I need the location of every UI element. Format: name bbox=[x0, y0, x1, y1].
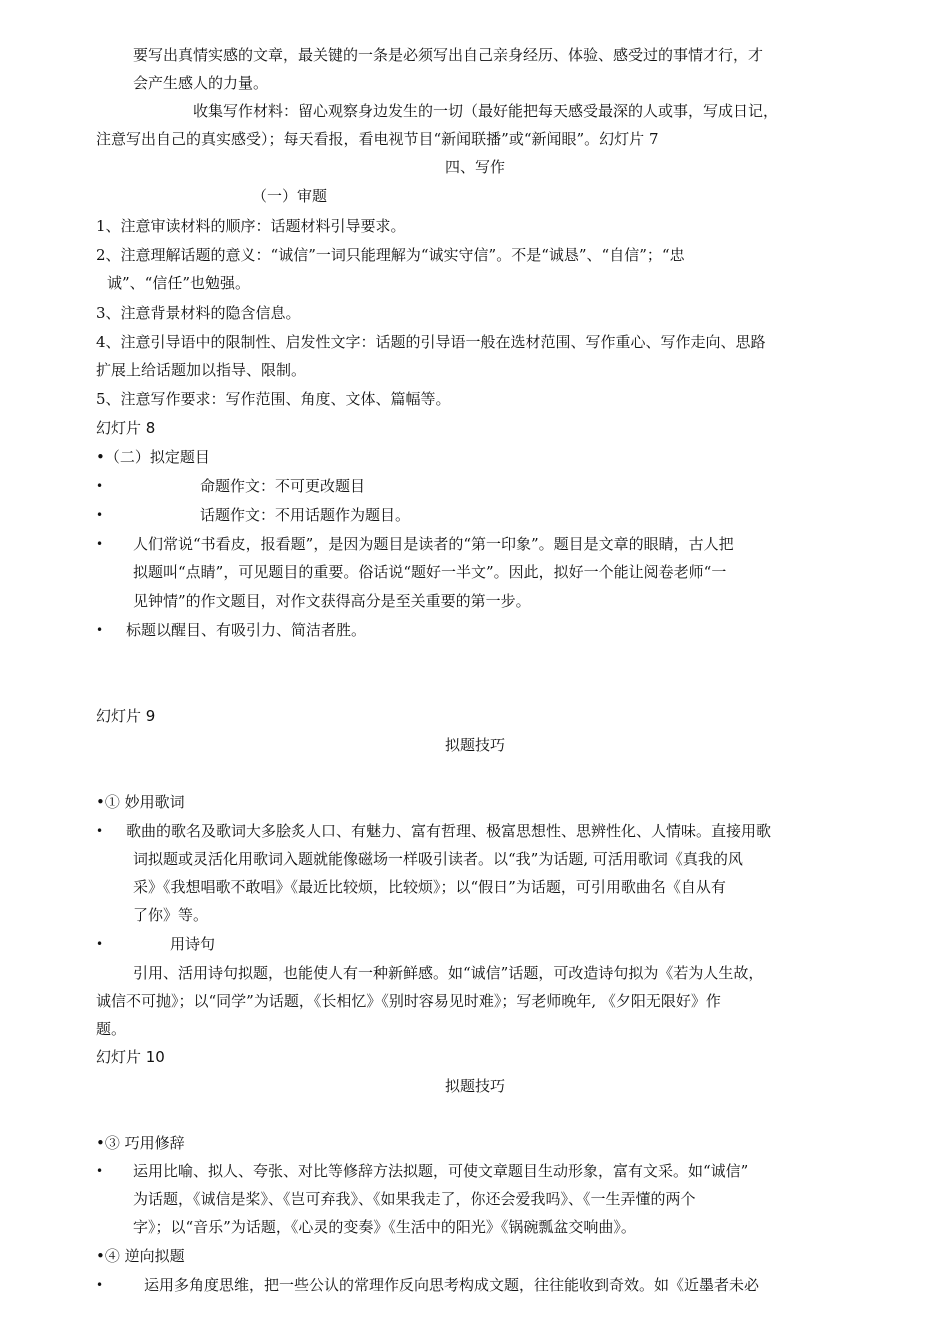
slide-label: 幻灯片 10 bbox=[96, 1048, 165, 1066]
bullet-text-continuation: 了你》等。 bbox=[133, 906, 209, 924]
paragraph-line: 诚信不可抛》；以“同学”为话题，《长相忆》《别时容易见时难》；写老师晚年, 《夕阳无限好》作 bbox=[96, 992, 721, 1010]
bullet-text-continuation: 拟题叫“点睛”，可见题目的重要。俗话说“题好一半文”。因此，拟好一个能让阅卷老师“一 bbox=[133, 563, 727, 581]
bullet-heading: •① 妙用歌词 bbox=[96, 793, 185, 811]
numbered-item: 1、注意审读材料的顺序：话题材料引导要求。 bbox=[96, 217, 406, 235]
numbered-item: 5、注意写作要求：写作范围、角度、文体、篇幅等。 bbox=[96, 390, 451, 408]
bullet-text: 运用比喻、拟人、夸张、对比等修辞方法拟题，可使文章题目生动形象，富有文采。如“诚信” bbox=[133, 1162, 749, 1180]
bullet-icon: • bbox=[96, 479, 104, 493]
paragraph-line: 题。 bbox=[96, 1020, 127, 1038]
bullet-text: 歌曲的歌名及歌词大多脍炙人口、有魅力、富有哲理、极富思想性、思辨性化、人情味。直接用歌 bbox=[126, 822, 772, 840]
bullet-icon: • bbox=[96, 537, 104, 551]
bullet-text-continuation: 词拟题或灵活化用歌词入题就能像磁场一样吸引读者。以“我”为话题, 可活用歌词《真我的风 bbox=[133, 850, 743, 868]
paragraph-line: 引用、活用诗句拟题，也能使人有一种新鲜感。如“诚信”话题，可改造诗句拟为《若为人生故， bbox=[133, 964, 764, 982]
bullet-text-continuation: 为话题，《诚信是桨》、《岂可弃我》、《如果我走了，你还会爱我吗》、《一生弄懂的两个 bbox=[133, 1190, 696, 1208]
bullet-text: 运用多角度思维，把一些公认的常理作反向思考构成文题，往往能收到奇效。如《近墨者未必 bbox=[144, 1276, 760, 1294]
numbered-item-continuation: 扩展上给话题加以指导、限制。 bbox=[96, 361, 307, 379]
paragraph-line: 注意写出自己的真实感受）；每天看报，看电视节目“新闻联播”或“新闻眼”。幻灯片 7 bbox=[96, 130, 659, 148]
bullet-icon: • bbox=[96, 1278, 104, 1292]
bullet-icon: • bbox=[96, 508, 104, 522]
paragraph-line: 要写出真情实感的文章，最关键的一条是必须写出自己亲身经历、体验、感受过的事情才行，才 bbox=[133, 46, 764, 64]
bullet-text: 人们常说“书看皮，报看题”，是因为题目是读者的“第一印象”。题目是文章的眼睛，古人把 bbox=[133, 535, 734, 553]
bullet-text: 话题作文：不用话题作为题目。 bbox=[200, 506, 411, 524]
numbered-item: 3、注意背景材料的隐含信息。 bbox=[96, 304, 301, 322]
bullet-text: 命题作文：不可更改题目 bbox=[200, 477, 366, 495]
paragraph-line: 会产生感人的力量。 bbox=[133, 74, 269, 92]
slide-label: 幻灯片 9 bbox=[96, 707, 156, 725]
bullet-text-continuation: 见钟情”的作文题目，对作文获得高分是至关重要的第一步。 bbox=[133, 592, 531, 610]
bullet-heading: •③ 巧用修辞 bbox=[96, 1134, 185, 1152]
bullet-heading: •④ 逆向拟题 bbox=[96, 1247, 185, 1265]
numbered-item: 4、注意引导语中的限制性、启发性文字：话题的引导语一般在选材范围、写作重心、写作走向、思路 bbox=[96, 333, 766, 351]
paragraph-line: 收集写作材料：留心观察身边发生的一切（最好能把每天感受最深的人或事，写成日记， bbox=[193, 102, 779, 120]
slide-label: 幻灯片 8 bbox=[96, 419, 156, 437]
slide-title: 拟题技巧 bbox=[444, 736, 505, 754]
subsection-heading: （一）审题 bbox=[252, 187, 328, 205]
bullet-text-continuation: 字》；以“音乐”为话题，《心灵的变奏》《生活中的阳光》《锅碗瓢盆交响曲》。 bbox=[133, 1218, 636, 1236]
bullet-text: 标题以醒目、有吸引力、简洁者胜。 bbox=[126, 621, 367, 639]
bullet-icon: • bbox=[96, 937, 104, 951]
bullet-icon: • bbox=[96, 1164, 104, 1178]
numbered-item: 2、注意理解话题的意义：“诚信”一词只能理解为“诚实守信”。不是“诚恳”、“自信”；“忠 bbox=[96, 246, 685, 264]
section-heading: 四、写作 bbox=[444, 158, 505, 176]
slide-title: 拟题技巧 bbox=[444, 1077, 505, 1095]
bullet-text-continuation: 采》《我想唱歌不敢唱》《最近比较烦，比较烦》；以“假日”为话题，可引用歌曲名《自从有 bbox=[133, 878, 726, 896]
bullet-heading: •（二）拟定题目 bbox=[96, 448, 210, 466]
numbered-item-continuation: 诚”、“信任”也勉强。 bbox=[107, 274, 251, 292]
bullet-icon: • bbox=[96, 824, 104, 838]
bullet-icon: • bbox=[96, 623, 104, 637]
bullet-text: 用诗句 bbox=[170, 935, 216, 953]
